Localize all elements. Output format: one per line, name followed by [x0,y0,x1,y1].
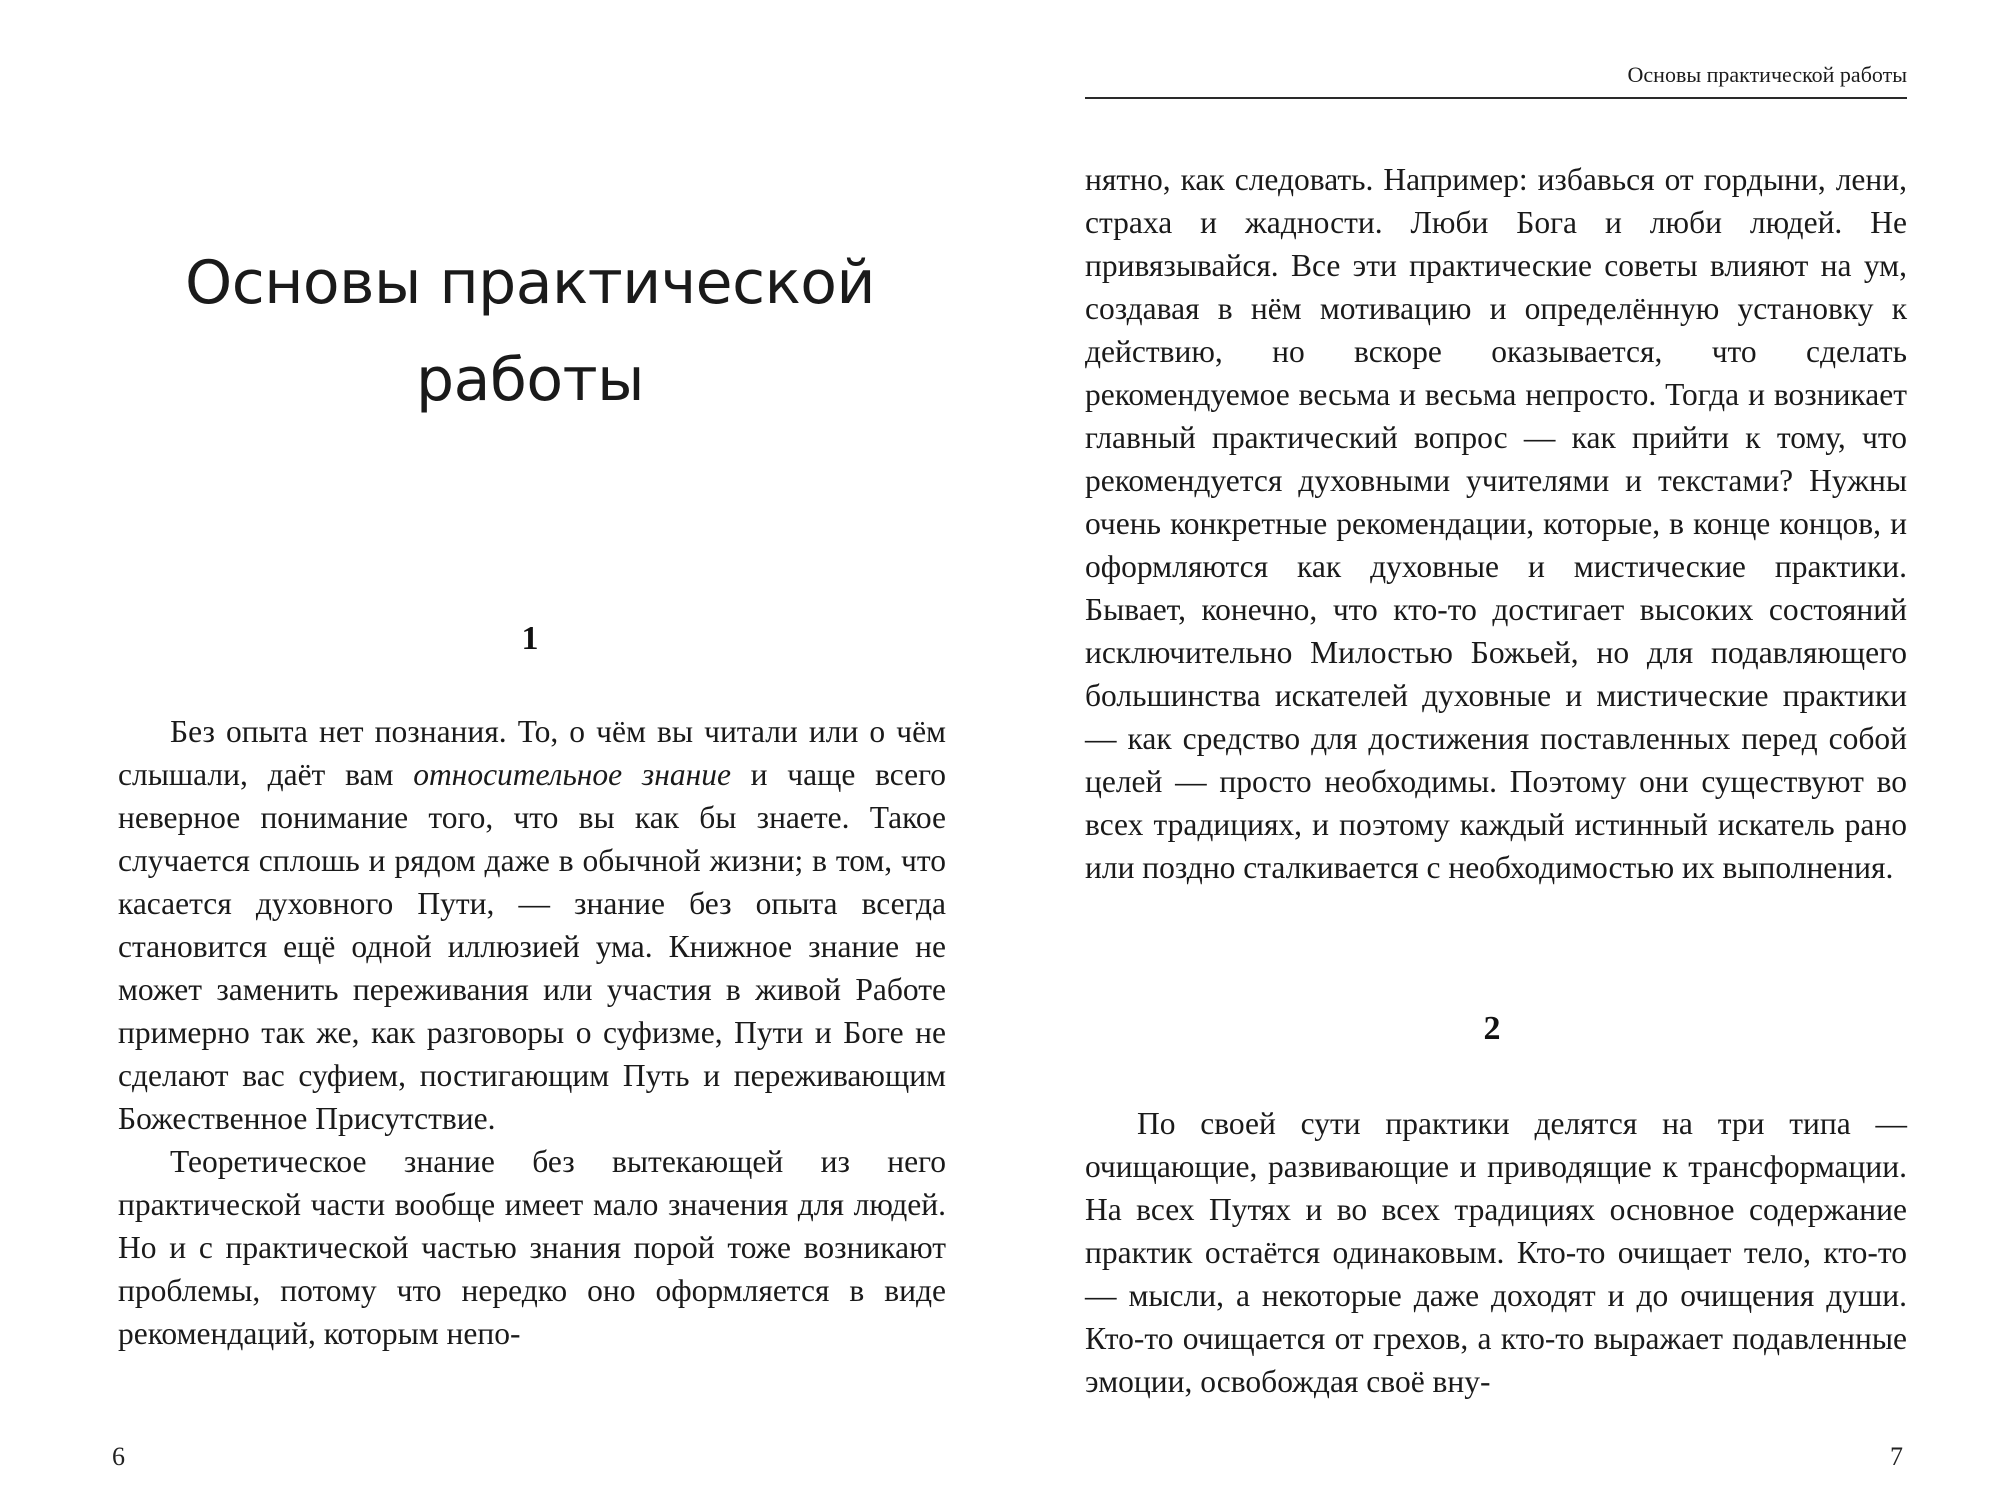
left-page-body [118,710,946,1355]
section-number-2: 2 [1483,1010,1501,1047]
right-page-body-continued [1085,158,1907,889]
page-number-right: 7 [1890,1442,1903,1471]
paragraph-1-start: Без опыта нет познания. То, о чём вы читали или о чём слышали, даёт вам [118,714,946,792]
chapter-title-line-2: работы [416,345,644,415]
paragraph-2: Теоретическое знание без вытекающей из него практической части вообще имеет мало значения для людей. Но и с практической частью знания порой тоже возникают проблемы, потому что нередко оно оформляется в виде рекомендаций, которым непо- [118,1144,946,1351]
chapter-title-line-1: Основы практической [184,248,876,318]
paragraph-continued: нятно, как следовать. Например: избавься от гордыни, лени, страха и жадности. Люби Бога и люби людей. Не привязывайся. Все эти практические советы влияют на ум, создавая в нём мотивацию и определённую установку к действию, но вскоре оказывается, что сделать рекомендуемое весьма и весьма непросто. Тогда и возникает главный практический вопрос — как прийти к тому, что рекомендуется духовными учителями и текстами? Нужны очень конкретные рекомендации, которые, в конце концов, и оформляются как духовные и мистические практики. Бывает, конечно, что кто-то достигает высоких состояний исключительно Милостью Божьей, но для подавляющего большинства искателей духовные и мистические практики — как средство для достижения поставленных перед собой целей — просто необходимы. Поэтому они существуют во всех традициях, и поэтому каждый истинный искатель рано или поздно сталкивается с необходимостью их выполнения. [1085,162,1907,885]
page-number-left: 6 [112,1442,125,1471]
running-header: Основы практической работы [1627,62,1907,87]
paragraph-section-2: По своей сути практики делятся на три типа — очищающие, развивающие и приводящие к трансформации. На всех Путях и во всех традициях основное содержание практик остаётся одинаковым. Кто-то очищает тело, кто-то — мысли, а некоторые даже доходят и до очищения души. Кто-то очищается от грехов, а кто-то выражает подавленные эмоции, освобождая своё вну- [1085,1106,1907,1399]
header-rule [1085,97,1907,99]
chapter-title [140,235,920,429]
paragraph-1-end: и чаще всего неверное понимание того, что вы как бы знаете. Такое случается сплошь и рядом даже в обычной жизни; в том, что касается духовного Пути, — знание без опыта всегда становится ещё одной иллюзией ума. Книжное знание не может заменить переживания или участия в живой Работе примерно так же, как разговоры о суфизме, Пути и Боге не сделают вас суфием, постигающим Путь и переживающим Божественное Присутствие. [118,757,946,1136]
right-page-body-section-2 [1085,1102,1907,1403]
section-number-1: 1 [521,620,539,657]
paragraph-1 [118,710,946,1140]
paragraph-1-emphasis: относительное знание [413,757,731,792]
